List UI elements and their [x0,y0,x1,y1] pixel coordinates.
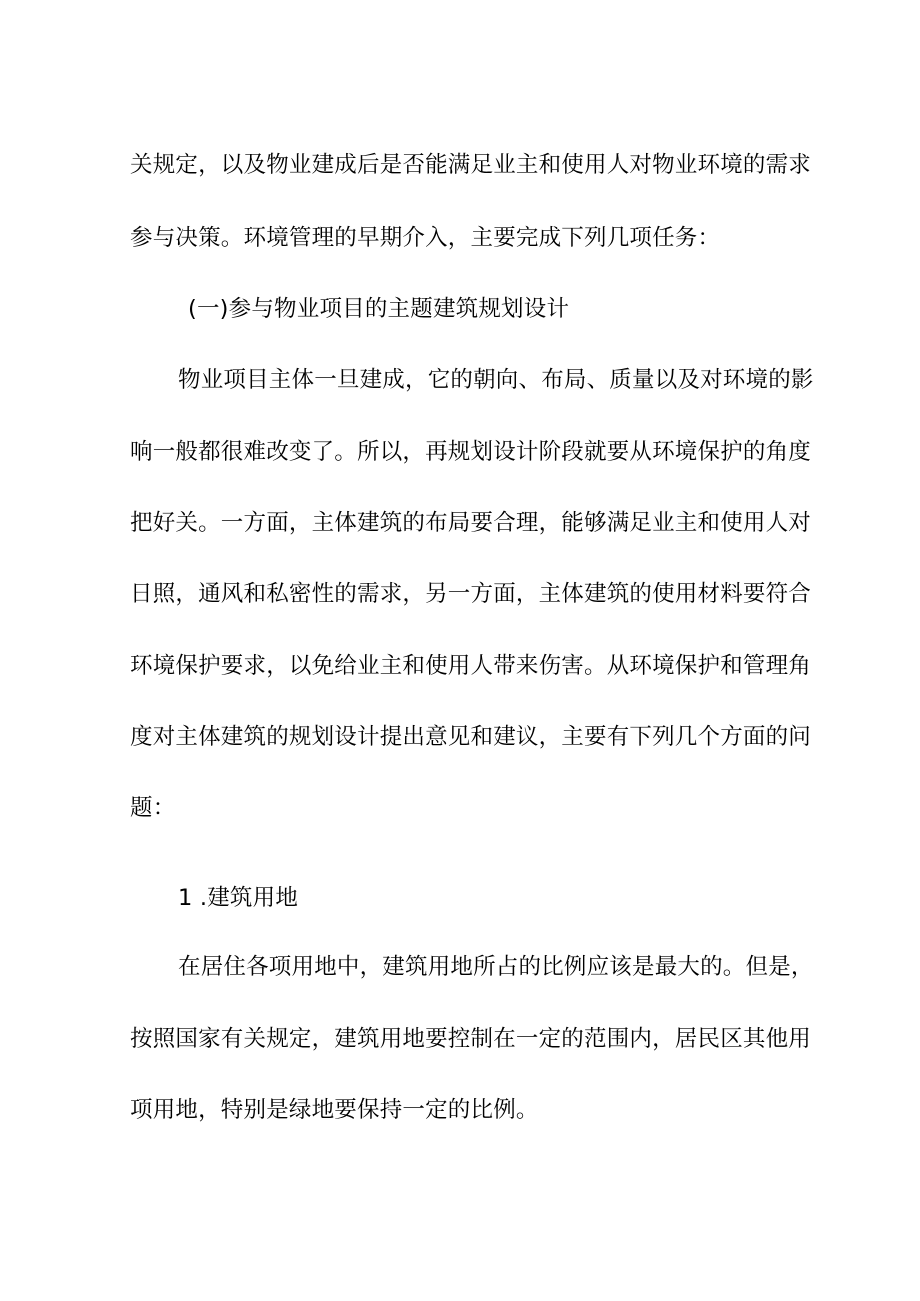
paragraph-line: 度对主体建筑的规划设计提出意见和建议，主要有下列几个方面的问 [130,724,812,750]
paragraph-line: 题： [130,795,176,821]
subsection-heading: 1 .建筑用地 [178,885,299,911]
paragraph-line: 项用地，特别是绿地要保持一定的比例。 [130,1097,539,1123]
paragraph-line: 按照国家有关规定，建筑用地要控制在一定的范围内，居民区其他用 [130,1026,812,1052]
paragraph-line: 参与决策。环境管理的早期介入，主要完成下列几项任务： [130,225,721,251]
paragraph-line: 关规定，以及物业建成后是否能满足业主和使用人对物业环境的需求 [130,152,812,178]
paragraph-line: 环境保护要求，以免给业主和使用人带来伤害。从环境保护和管理角 [130,653,812,679]
paragraph-line: 响一般都很难改变了。所以，再规划设计阶段就要从环境保护的角度 [130,439,812,465]
paragraph-line: 物业项目主体一旦建成，它的朝向、布局、质量以及对环境的影 [178,367,814,393]
section-heading: (一)参与物业项目的主题建筑规划设计 [188,296,570,322]
paragraph-line: 日照，通风和私密性的需求，另一方面，主体建筑的使用材料要符合 [130,581,812,607]
paragraph-line: 在居住各项用地中，建筑用地所占的比例应该是最大的。但是， [178,954,814,980]
paragraph-line: 把好关。一方面，主体建筑的布局要合理，能够满足业主和使用人对 [130,510,812,536]
